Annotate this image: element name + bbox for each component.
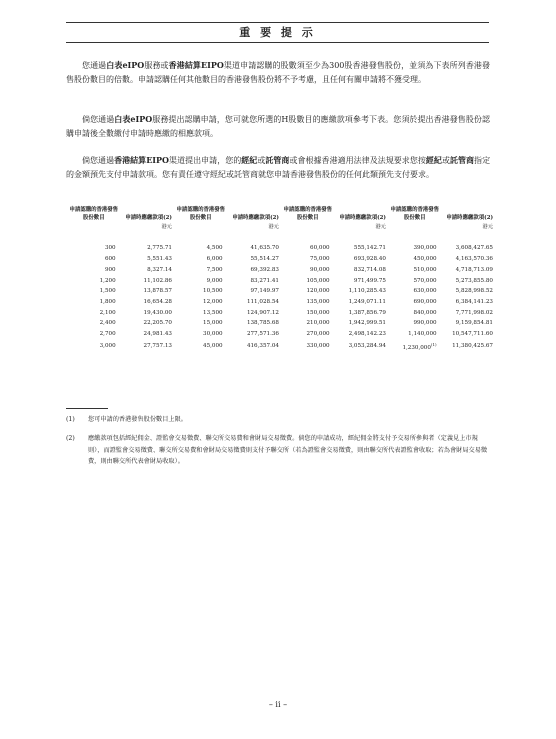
- cell-amount: 9,159,854.81: [455, 320, 493, 327]
- table-row: [66, 265, 494, 276]
- cell-shares: 1,200: [99, 277, 116, 284]
- page-title: 重 要 提 示: [66, 22, 489, 43]
- currency-label: 港元: [375, 224, 386, 230]
- cell-shares: 12,000: [203, 298, 223, 305]
- cell-shares: 600: [104, 256, 116, 263]
- cell-amount: 13,878.57: [143, 288, 172, 295]
- table-row: [66, 286, 494, 297]
- cell-amount: 1,387,856.79: [348, 309, 386, 316]
- cell-amount: 1,249,071.11: [348, 298, 386, 305]
- column-header-shares: 申請認購的香港發售股份數目: [390, 207, 440, 221]
- cell-shares: 1,140,000: [408, 331, 437, 338]
- table-row: [66, 243, 494, 254]
- cell-shares: 300: [104, 245, 116, 252]
- paragraph-hkscc-prefunding: 倘您通過香港結算EIPO渠道提出申請，您的經紀或託管商或會根據香港適用法律及法規要求您按經紀或託管商指定的金額預先支付申請款項。您有責任遵守經紀或託管商就您申請香港發售股份的任何此類預先支付要求。: [66, 155, 491, 179]
- cell-shares: 9,000: [206, 277, 223, 284]
- column-header-shares: 申請認購的香港發售股份數目: [176, 207, 226, 221]
- cell-amount: 16,654.28: [143, 298, 172, 305]
- currency-label: 港元: [268, 224, 279, 230]
- column-header-amount: 申請時應繳款項(2): [339, 215, 386, 221]
- cell-amount: 55,514.27: [250, 256, 279, 263]
- footnote-2: (2) 應繳款項包括經紀佣金、證監會交易徵費、聯交所交易費和會財局交易徵費。倘您的申請成功，經紀佣金將支付予交易所參與者（定義見上市規則），而證監會交易徵費、聯交所交易費和會財局交易徵費則支付予聯交所（若為證監會交易徵費，則由聯交所代表證監會收取；若為會財局交易徵費，則由聯交所代表會財局收取）。: [66, 435, 488, 465]
- cell-amount: 5,551.43: [147, 256, 172, 263]
- paragraph-white-form-payment: 倘您通過白表eIPO服務提出認購申請，您可就您所選的H股數目的應繳款項參考下表。您須於提出香港發售股份認購申請後全數繳付申請時應繳的相應款項。: [66, 114, 490, 138]
- cell-shares: 120,000: [306, 288, 330, 295]
- cell-shares: 2,400: [99, 320, 116, 327]
- cell-amount: 24,981.43: [143, 331, 172, 338]
- cell-shares: 105,000: [306, 277, 330, 284]
- cell-amount: 832,714.08: [353, 266, 386, 273]
- cell-shares: 30,000: [203, 331, 223, 338]
- cell-amount: 7,771,998.02: [455, 309, 493, 316]
- cell-amount: 83,271.41: [250, 277, 279, 284]
- column-header-amount: 申請時應繳款項(2): [125, 215, 172, 221]
- cell-amount: 11,380,425.67: [452, 343, 493, 350]
- cell-amount: 11,102.86: [143, 277, 172, 284]
- cell-shares: 1,500: [99, 288, 116, 295]
- cell-amount: 555,142.71: [353, 245, 386, 252]
- cell-shares: 150,000: [306, 309, 330, 316]
- cell-shares: 6,000: [206, 256, 223, 263]
- cell-amount: 416,357.04: [246, 343, 279, 350]
- cell-shares: 135,000: [306, 298, 330, 305]
- cell-shares: 1,800: [99, 298, 116, 305]
- footnote-1: (1) 您可申請的香港發售股份數目上限。: [66, 416, 187, 423]
- cell-amount: 3,608,427.65: [455, 245, 493, 252]
- paragraph-minimum-shares: 您通過白表eIPO服務或香港結算EIPO渠道申請認購的股數須至少為300股香港發售股份，並須為下表所列香港發售股份數目的倍數。申請認購任何其他數目的香港發售股份將不予考慮，且任何有關申請將不獲受理。: [66, 60, 490, 84]
- currency-row: [66, 222, 494, 233]
- cell-shares: 90,000: [310, 266, 330, 273]
- cell-amount: 19,430.00: [143, 309, 172, 316]
- column-header-shares: 申請認購的香港發售股份數目: [283, 207, 333, 221]
- cell-shares: 630,000: [413, 288, 437, 295]
- cell-shares: 75,000: [310, 256, 330, 263]
- cell-shares: 15,000: [203, 320, 223, 327]
- column-header-amount: 申請時應繳款項(2): [232, 215, 279, 221]
- cell-amount: 5,273,855.80: [455, 277, 493, 284]
- cell-shares: 270,000: [306, 331, 330, 338]
- cell-amount: 5,828,998.52: [455, 288, 493, 295]
- cell-amount: 97,149.97: [250, 288, 279, 295]
- page-number: – ii –: [268, 700, 288, 709]
- table-row: [66, 318, 494, 329]
- cell-shares: 45,000: [203, 343, 223, 350]
- cell-shares: 1,230,000$^{(1)}$: [402, 341, 437, 351]
- cell-shares: 60,000: [310, 245, 330, 252]
- cell-amount: 693,928.40: [353, 256, 386, 263]
- cell-shares: 330,000: [306, 343, 330, 350]
- cell-shares: 450,000: [413, 256, 437, 263]
- cell-shares: 690,000: [413, 298, 437, 305]
- currency-label: 港元: [482, 224, 493, 230]
- cell-amount: 69,392.83: [250, 266, 279, 273]
- table-header-row: [66, 206, 494, 222]
- column-header-amount: 申請時應繳款項(2): [446, 215, 493, 221]
- cell-shares: 210,000: [306, 320, 330, 327]
- cell-shares: 390,000: [413, 245, 437, 252]
- cell-amount: 10,547,711.60: [452, 331, 493, 338]
- cell-amount: 22,205.70: [143, 320, 172, 327]
- cell-amount: 6,384,141.23: [455, 298, 493, 305]
- cell-amount: 1,110,285.43: [348, 288, 386, 295]
- cell-shares: 2,100: [99, 309, 116, 316]
- cell-amount: 1,942,999.51: [348, 320, 386, 327]
- table-row: [66, 254, 494, 265]
- cell-amount: 3,053,284.94: [348, 343, 386, 350]
- cell-shares: 10,500: [203, 288, 223, 295]
- cell-shares: 990,000: [413, 320, 437, 327]
- footnote-marker: (1): [430, 341, 437, 347]
- cell-amount: 124,907.12: [246, 309, 279, 316]
- currency-label: 港元: [161, 224, 172, 230]
- application-amount-table: [66, 206, 494, 353]
- cell-shares: 7,500: [206, 266, 223, 273]
- cell-amount: 2,498,142.23: [348, 331, 386, 338]
- cell-shares: 510,000: [413, 266, 437, 273]
- cell-amount: 8,327.14: [147, 266, 172, 273]
- cell-amount: 2,775.71: [147, 245, 172, 252]
- cell-shares: 900: [104, 266, 116, 273]
- cell-amount: 277,571.36: [246, 331, 279, 338]
- cell-amount: 971,499.75: [353, 277, 386, 284]
- cell-amount: 4,163,570.36: [455, 256, 493, 263]
- cell-amount: 138,785.68: [246, 320, 279, 327]
- cell-amount: 4,718,713.09: [455, 266, 493, 273]
- table-row: [66, 308, 494, 319]
- cell-shares: 4,500: [206, 245, 223, 252]
- table-row: [66, 329, 494, 340]
- table-row: [66, 276, 494, 287]
- cell-shares: 570,000: [413, 277, 437, 284]
- cell-shares: 3,000: [99, 343, 116, 350]
- footnote-divider: [66, 408, 108, 409]
- cell-amount: 41,635.70: [250, 245, 279, 252]
- cell-shares: 2,700: [99, 331, 116, 338]
- cell-shares: 13,500: [203, 309, 223, 316]
- cell-shares: 840,000: [413, 309, 437, 316]
- cell-amount: 111,028.54: [246, 298, 279, 305]
- column-header-shares: 申請認購的香港發售股份數目: [69, 207, 119, 221]
- table-row: [66, 340, 494, 354]
- table-row: [66, 297, 494, 308]
- cell-amount: 27,757.13: [143, 343, 172, 350]
